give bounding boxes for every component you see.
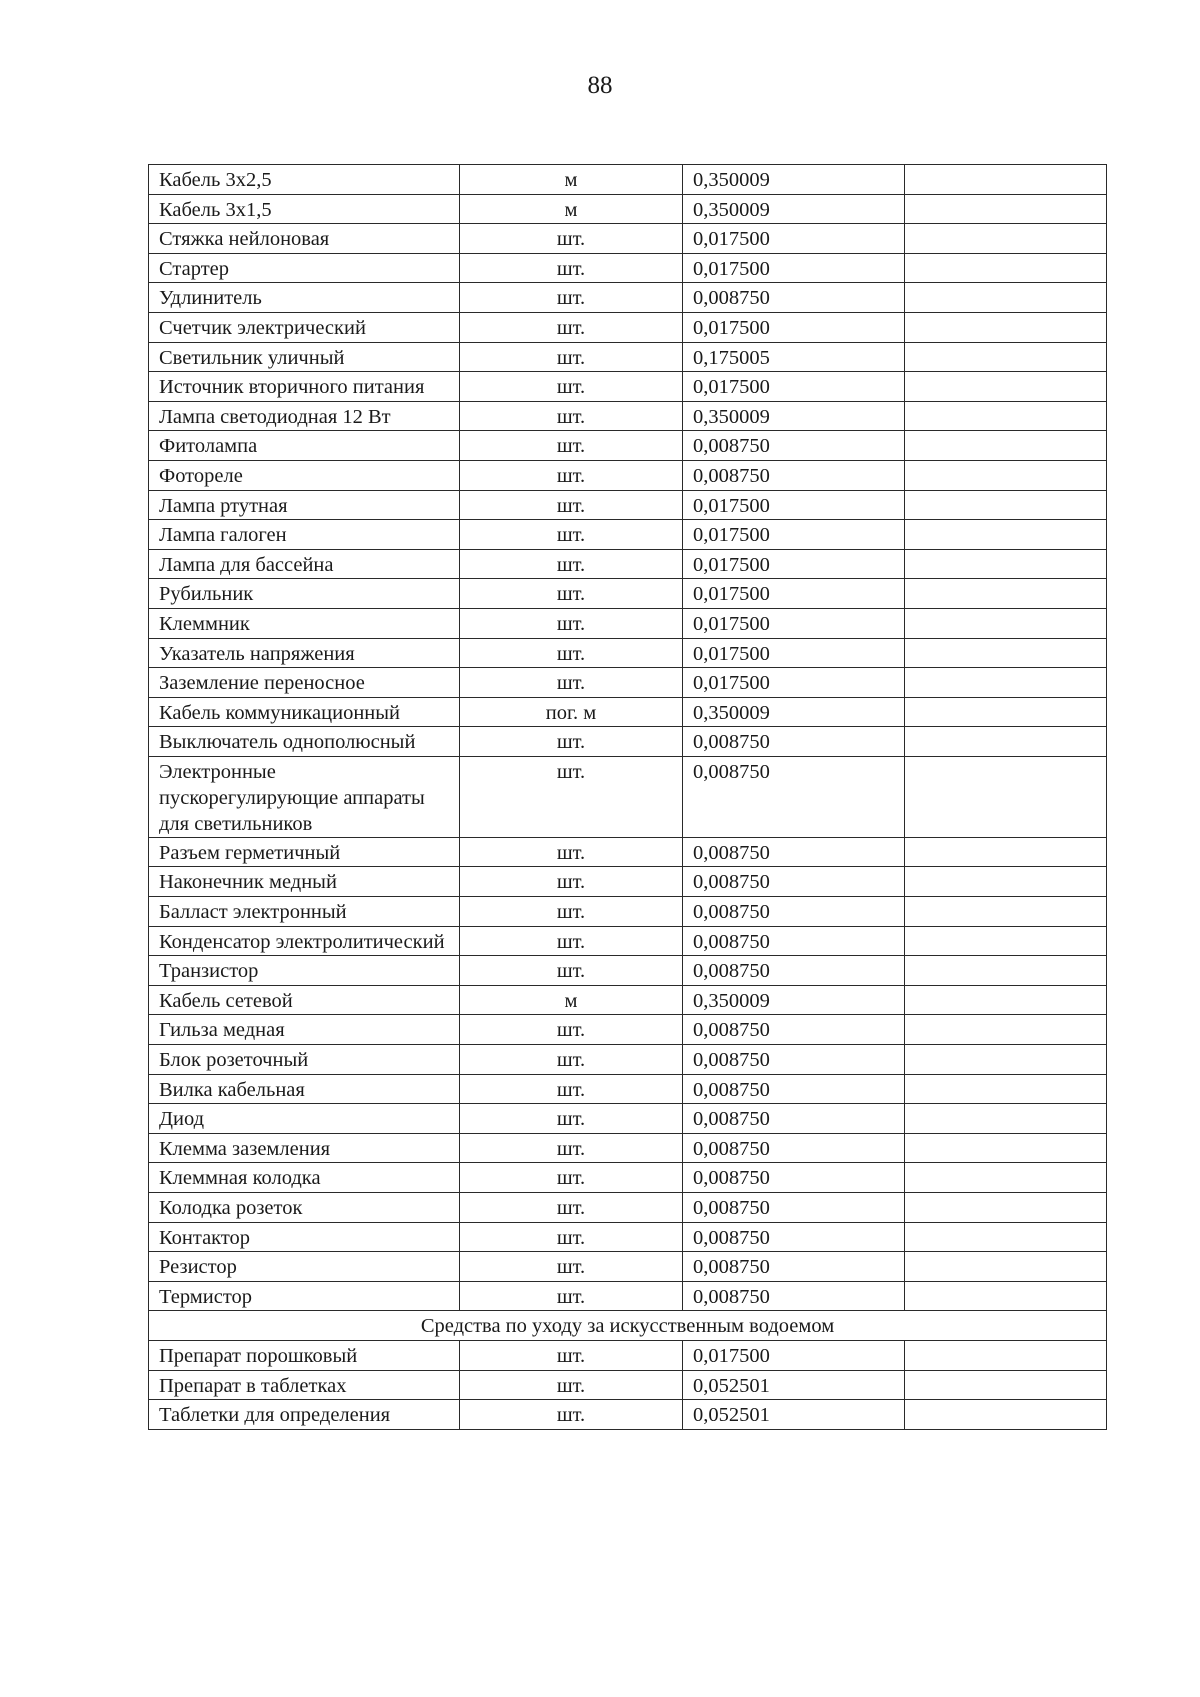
unit-cell: шт. (460, 372, 683, 402)
table-row (149, 253, 1107, 283)
unit-cell: шт. (460, 342, 683, 372)
table-row (149, 867, 1107, 897)
unit-cell: шт. (460, 1400, 683, 1430)
note-cell (905, 985, 1107, 1015)
quantity-cell: 0,008750 (683, 926, 905, 956)
unit-cell: шт. (460, 224, 683, 254)
table-row (149, 727, 1107, 757)
table-row (149, 372, 1107, 402)
item-name-cell: Лампа галоген (149, 520, 460, 550)
unit-cell: шт. (460, 549, 683, 579)
quantity-cell: 0,017500 (683, 579, 905, 609)
quantity-cell: 0,017500 (683, 549, 905, 579)
item-name-cell: Препарат порошковый (149, 1340, 460, 1370)
table-row (149, 1015, 1107, 1045)
item-name-cell: Гильза медная (149, 1015, 460, 1045)
table-row (149, 897, 1107, 927)
section-title: Средства по уходу за искусственным водоемом (149, 1311, 1107, 1341)
item-name-cell: Лампа светодиодная 12 Вт (149, 401, 460, 431)
item-name-cell: Клеммник (149, 608, 460, 638)
quantity-cell: 0,017500 (683, 520, 905, 550)
item-name-cell: Удлинитель (149, 283, 460, 313)
item-name-cell: Клеммная колодка (149, 1163, 460, 1193)
note-cell (905, 460, 1107, 490)
note-cell (905, 1193, 1107, 1223)
table-row (149, 579, 1107, 609)
item-name-cell: Вилка кабельная (149, 1074, 460, 1104)
quantity-cell: 0,017500 (683, 312, 905, 342)
section-header-row (149, 1311, 1107, 1341)
unit-cell: шт. (460, 312, 683, 342)
unit-cell: шт. (460, 1163, 683, 1193)
quantity-cell: 0,008750 (683, 897, 905, 927)
item-name-cell: Источник вторичного питания (149, 372, 460, 402)
quantity-cell: 0,008750 (683, 283, 905, 313)
table-row (149, 165, 1107, 195)
item-name-cell: Разъем герметичный (149, 837, 460, 867)
table-row (149, 1281, 1107, 1311)
note-cell (905, 1252, 1107, 1282)
note-cell (905, 253, 1107, 283)
item-name-cell: Конденсатор электролитический (149, 926, 460, 956)
table-row (149, 985, 1107, 1015)
item-name-cell: Счетчик электрический (149, 312, 460, 342)
note-cell (905, 1222, 1107, 1252)
table-row (149, 549, 1107, 579)
note-cell (905, 1163, 1107, 1193)
unit-cell: шт. (460, 283, 683, 313)
note-cell (905, 668, 1107, 698)
unit-cell: шт. (460, 1370, 683, 1400)
unit-cell: шт. (460, 668, 683, 698)
note-cell (905, 897, 1107, 927)
table-row (149, 1045, 1107, 1075)
quantity-cell: 0,008750 (683, 1074, 905, 1104)
note-cell (905, 1340, 1107, 1370)
unit-cell: шт. (460, 520, 683, 550)
item-name-cell: Контактор (149, 1222, 460, 1252)
table-row (149, 460, 1107, 490)
item-name-cell: Выключатель однополюсный (149, 727, 460, 757)
unit-cell: шт. (460, 431, 683, 461)
item-name-cell: Наконечник медный (149, 867, 460, 897)
note-cell (905, 372, 1107, 402)
quantity-cell: 0,350009 (683, 165, 905, 195)
item-name-cell: Фитолампа (149, 431, 460, 461)
quantity-cell: 0,017500 (683, 490, 905, 520)
unit-cell: шт. (460, 727, 683, 757)
note-cell (905, 520, 1107, 550)
unit-cell: м (460, 985, 683, 1015)
table-row (149, 1104, 1107, 1134)
note-cell (905, 194, 1107, 224)
unit-cell: шт. (460, 401, 683, 431)
table-row (149, 608, 1107, 638)
table-row (149, 520, 1107, 550)
table-row (149, 1222, 1107, 1252)
unit-cell: шт. (460, 897, 683, 927)
table-row (149, 668, 1107, 698)
table-row (149, 756, 1107, 837)
table-row (149, 837, 1107, 867)
table-row (149, 1340, 1107, 1370)
unit-cell: шт. (460, 638, 683, 668)
item-name-cell: Лампа для бассейна (149, 549, 460, 579)
table-row (149, 638, 1107, 668)
item-name-cell: Транзистор (149, 956, 460, 986)
table-row (149, 224, 1107, 254)
item-name-cell: Резистор (149, 1252, 460, 1282)
item-name-cell: Заземление переносное (149, 668, 460, 698)
quantity-cell: 0,017500 (683, 638, 905, 668)
table-row (149, 401, 1107, 431)
item-name-cell: Колодка розеток (149, 1193, 460, 1223)
unit-cell: пог. м (460, 697, 683, 727)
quantity-cell: 0,052501 (683, 1400, 905, 1430)
table-row (149, 1193, 1107, 1223)
unit-cell: шт. (460, 1133, 683, 1163)
quantity-cell: 0,008750 (683, 1133, 905, 1163)
note-cell (905, 756, 1107, 837)
note-cell (905, 224, 1107, 254)
note-cell (905, 727, 1107, 757)
item-name-cell: Указатель напряжения (149, 638, 460, 668)
item-name-cell: Кабель коммуникационный (149, 697, 460, 727)
table-row (149, 1252, 1107, 1282)
table-row (149, 431, 1107, 461)
quantity-cell: 0,052501 (683, 1370, 905, 1400)
quantity-cell: 0,008750 (683, 756, 905, 837)
unit-cell: шт. (460, 956, 683, 986)
item-name-cell: Кабель сетевой (149, 985, 460, 1015)
table-row (149, 342, 1107, 372)
note-cell (905, 697, 1107, 727)
quantity-cell: 0,350009 (683, 985, 905, 1015)
unit-cell: шт. (460, 1074, 683, 1104)
item-name-cell: Термистор (149, 1281, 460, 1311)
quantity-cell: 0,008750 (683, 1045, 905, 1075)
quantity-cell: 0,008750 (683, 727, 905, 757)
item-name-cell: Диод (149, 1104, 460, 1134)
unit-cell: шт. (460, 608, 683, 638)
unit-cell: шт. (460, 1281, 683, 1311)
unit-cell: м (460, 165, 683, 195)
note-cell (905, 283, 1107, 313)
quantity-cell: 0,008750 (683, 1015, 905, 1045)
page-number: 88 (587, 72, 613, 99)
note-cell (905, 401, 1107, 431)
unit-cell: шт. (460, 1193, 683, 1223)
unit-cell: шт. (460, 837, 683, 867)
table-row (149, 1163, 1107, 1193)
note-cell (905, 638, 1107, 668)
note-cell (905, 837, 1107, 867)
items-table-body (149, 165, 1107, 1430)
note-cell (905, 1074, 1107, 1104)
unit-cell: шт. (460, 1104, 683, 1134)
table-row (149, 194, 1107, 224)
table-row (149, 283, 1107, 313)
item-name-cell: Лампа ртутная (149, 490, 460, 520)
quantity-cell: 0,350009 (683, 697, 905, 727)
unit-cell: шт. (460, 926, 683, 956)
item-name-cell: Препарат в таблетках (149, 1370, 460, 1400)
item-name-cell: Рубильник (149, 579, 460, 609)
quantity-cell: 0,008750 (683, 1193, 905, 1223)
quantity-cell: 0,008750 (683, 1252, 905, 1282)
note-cell (905, 608, 1107, 638)
quantity-cell: 0,350009 (683, 194, 905, 224)
table-row (149, 312, 1107, 342)
unit-cell: шт. (460, 460, 683, 490)
note-cell (905, 1104, 1107, 1134)
table-row (149, 1133, 1107, 1163)
table-row (149, 1074, 1107, 1104)
quantity-cell: 0,008750 (683, 867, 905, 897)
note-cell (905, 1133, 1107, 1163)
quantity-cell: 0,008750 (683, 1222, 905, 1252)
note-cell (905, 926, 1107, 956)
quantity-cell: 0,008750 (683, 837, 905, 867)
item-name-cell: Кабель 3х1,5 (149, 194, 460, 224)
quantity-cell: 0,175005 (683, 342, 905, 372)
note-cell (905, 549, 1107, 579)
note-cell (905, 1045, 1107, 1075)
quantity-cell: 0,017500 (683, 1340, 905, 1370)
unit-cell: шт. (460, 490, 683, 520)
items-table (148, 164, 1107, 1430)
note-cell (905, 312, 1107, 342)
unit-cell: шт. (460, 1222, 683, 1252)
table-row (149, 956, 1107, 986)
note-cell (905, 956, 1107, 986)
note-cell (905, 1400, 1107, 1430)
note-cell (905, 1015, 1107, 1045)
note-cell (905, 342, 1107, 372)
quantity-cell: 0,008750 (683, 460, 905, 490)
item-name-cell: Балласт электронный (149, 897, 460, 927)
unit-cell: шт. (460, 867, 683, 897)
table-row (149, 1370, 1107, 1400)
unit-cell: шт. (460, 1045, 683, 1075)
table-row (149, 926, 1107, 956)
quantity-cell: 0,008750 (683, 1104, 905, 1134)
item-name-cell: Электронные пускорегулирующие аппараты для светильников (149, 756, 460, 837)
item-name-cell: Стяжка нейлоновая (149, 224, 460, 254)
item-name-cell: Фотореле (149, 460, 460, 490)
table-row (149, 490, 1107, 520)
unit-cell: шт. (460, 756, 683, 837)
note-cell (905, 490, 1107, 520)
item-name-cell: Таблетки для определения (149, 1400, 460, 1430)
quantity-cell: 0,008750 (683, 1281, 905, 1311)
quantity-cell: 0,017500 (683, 372, 905, 402)
item-name-cell: Клемма заземления (149, 1133, 460, 1163)
quantity-cell: 0,008750 (683, 1163, 905, 1193)
note-cell (905, 579, 1107, 609)
quantity-cell: 0,017500 (683, 224, 905, 254)
note-cell (905, 165, 1107, 195)
unit-cell: м (460, 194, 683, 224)
table-row (149, 1400, 1107, 1430)
note-cell (905, 431, 1107, 461)
quantity-cell: 0,017500 (683, 668, 905, 698)
note-cell (905, 1370, 1107, 1400)
item-name-cell: Светильник уличный (149, 342, 460, 372)
unit-cell: шт. (460, 1252, 683, 1282)
table-row (149, 697, 1107, 727)
quantity-cell: 0,017500 (683, 608, 905, 638)
quantity-cell: 0,008750 (683, 956, 905, 986)
quantity-cell: 0,017500 (683, 253, 905, 283)
unit-cell: шт. (460, 1340, 683, 1370)
note-cell (905, 1281, 1107, 1311)
item-name-cell: Стартер (149, 253, 460, 283)
item-name-cell: Кабель 3х2,5 (149, 165, 460, 195)
quantity-cell: 0,350009 (683, 401, 905, 431)
unit-cell: шт. (460, 253, 683, 283)
quantity-cell: 0,008750 (683, 431, 905, 461)
unit-cell: шт. (460, 579, 683, 609)
note-cell (905, 867, 1107, 897)
item-name-cell: Блок розеточный (149, 1045, 460, 1075)
unit-cell: шт. (460, 1015, 683, 1045)
